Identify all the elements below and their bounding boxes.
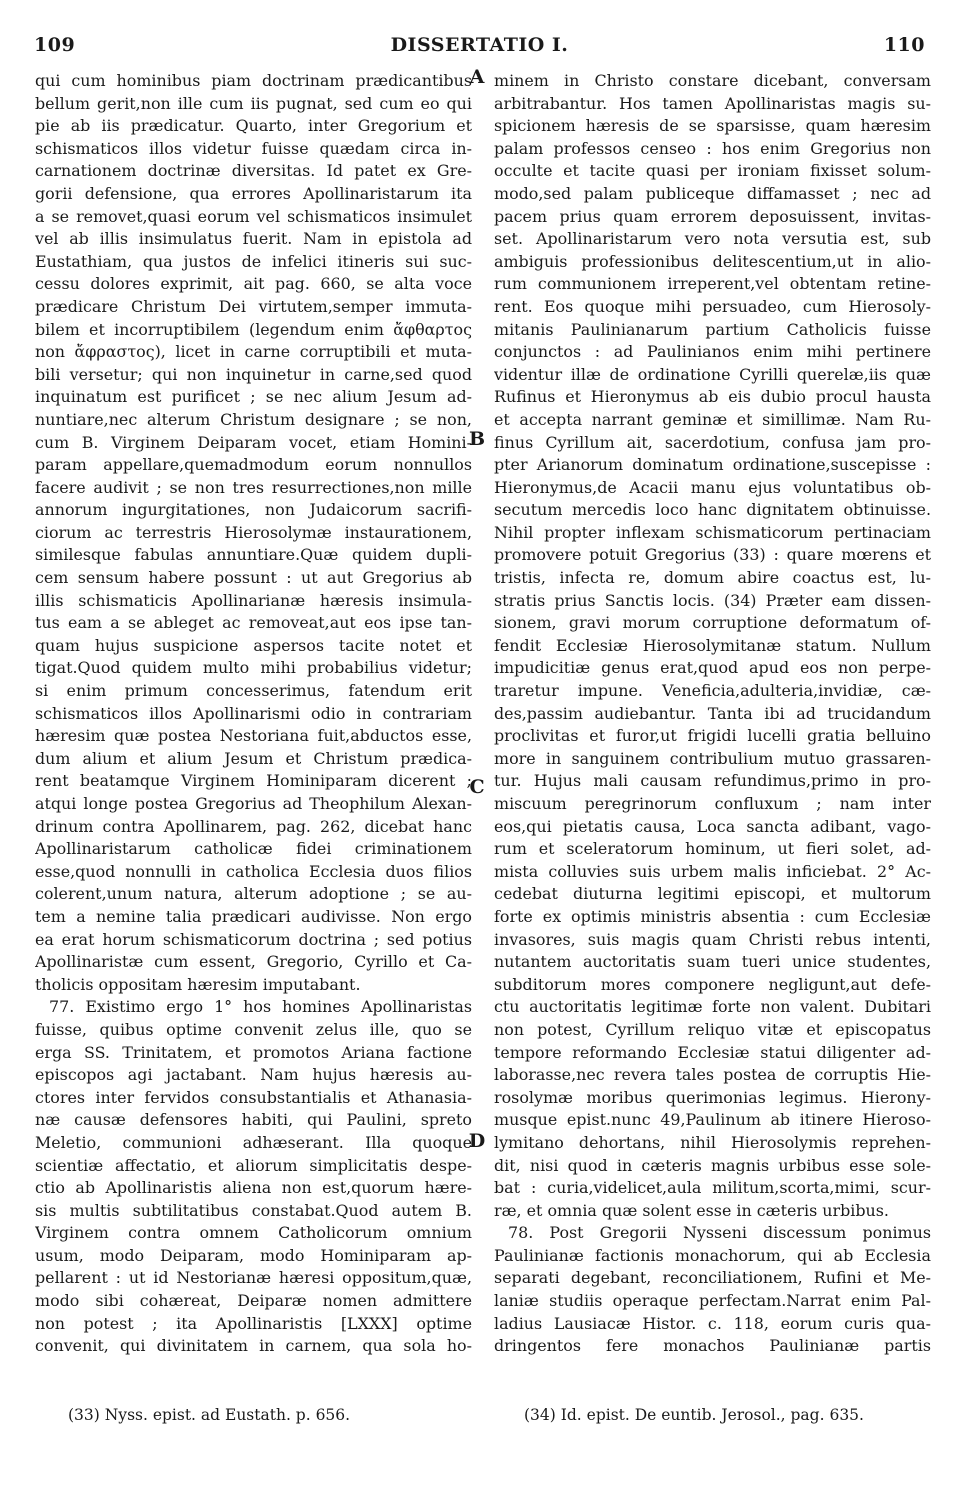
text-line: nuntiare,nec alterum Christum designare ; se non, [35,409,472,429]
right-column [494,70,931,1358]
text-line: dum alium et alium Jesum et Christum prædica- [35,748,472,768]
text-line: esse,quod nonnulli in catholica Ecclesia duos filios [35,861,472,881]
text-line: pellarent : ut id Nestorianæ hæresi oppositum,quæ, [35,1268,472,1288]
text-line: ræ, et omnia quæ solent esse in cæteris urbibus. [494,1200,889,1220]
page-number-left: 109 [34,34,76,56]
text-line: param appellare,quemadmodum eorum nonnullos [35,455,472,475]
text-line: sis multis subtilitatibus constabat.Quod autem B. [35,1200,472,1220]
text-line: stratis prius Sanctis locis. (34) Præter eam dissen- [494,590,931,610]
text-line: a se removet,quasi eorum vel schismaticos insimulet [35,206,472,226]
text-line: næ causæ defensores habiti, qui Paulini, spreto [35,1110,472,1130]
text-line: hæresim quæ postea Nestoriana fuit,abductos esse, [35,726,472,746]
text-line: modo sibi cohæreat, Deiparæ nomen admittere [35,1291,472,1311]
text-line: mista colluvies suis urbem malis inficiebat. 2° Ac- [494,861,931,881]
text-line: tem a nemine talia prædicari audivisse. Non ergo [35,906,472,926]
text-line: rent beatamque Virginem Hominiparam dicerent ; [35,771,472,791]
text-line: pacem prius quam errorem deposuissent, invitas- [494,206,931,226]
text-line: drinum contra Apollinarem, pag. 262, dicebat hanc [35,816,472,836]
text-line: 78. Post Gregorii Nysseni discessum ponimus [508,1223,931,1243]
text-line: Apollinaristarum catholicæ fidei criminationem [35,839,472,859]
footnote-33: (33) Nyss. epist. ad Eustath. p. 656. [68,1406,351,1424]
text-line: inquinatum est purificet ; se nec alium Jesum ad- [35,387,472,407]
text-line: Meletio, communioni adhæserant. Illa quoque [35,1132,472,1152]
text-line: laniæ studiis operaque perfectam.Narrat enim Pal- [494,1291,931,1311]
text-line: tur. Hujus mali causam refundimus,primo in pro- [494,771,931,791]
text-line: fuisse, quibus optime convenit zelus ille, quo se [35,1019,472,1039]
text-line: videntur illæ de ordinatione Cyrilli querelæ,iis quæ [494,364,931,384]
text-line: ctio ab Apollinaristis aliena non est,quorum hære- [35,1178,472,1198]
text-line: non potest, Cyrillum reliquo vitæ et episcopatus [494,1019,931,1039]
text-line: vel ab illis insimulatus fuerit. Nam in epistola ad [35,229,472,249]
text-line: cem sensum habere possunt : ut aut Gregorius ab [35,568,472,588]
text-line: set. Apollinaristarum vero nota versutia est, sub [494,229,931,249]
text-line: bellum gerit,non ille cum iis pugnat, sed cum eo qui [35,93,472,113]
text-line: Paulinianæ factionis monachorum, qui ab Ecclesia [494,1245,931,1265]
text-line: conjunctos : ad Paulinianos enim mihi pertinere [494,342,931,362]
text-line: qui cum hominibus piam doctrinam prædicantibus [35,71,472,90]
text-line: Virginem contra omnem Catholicorum omnium [35,1223,472,1243]
text-line: secutum mercedis loco hanc dignitatem obtinuisse. [494,500,931,520]
text-line: gorii defensione, qua errores Apollinaristarum ita [35,183,472,203]
text-line: Rufinus et Hieronymus ab eis dubio procul hausta [494,387,931,407]
text-line: similesque fabulas annuntiare.Quæ quidem dupli- [35,545,472,565]
text-line: convenit, qui divinitatem in carnem, qua sola ho- [35,1336,472,1356]
text-line: ladius Lausiacæ Histor. c. 118, eorum curis qua- [494,1313,931,1333]
text-line: cedebat diuturna legitimi episcopi, et multorum [494,884,931,904]
text-line: usum, modo Deiparam, modo Hominiparam ap- [35,1245,472,1265]
text-line: musque epist.nunc 49,Paulinum ab itinere Hieroso- [494,1110,931,1130]
text-line: palam professos censeo : hos enim Gregorius non [494,138,931,158]
text-line: bili versetur; qui non inquinetur in carne,sed quod [35,364,472,384]
text-line: invasores, suis magis quam Christi rebus intenti, [494,929,931,949]
text-line: sionem, gravi morum corruptione deformatum of- [494,613,931,633]
text-line: Apollinaristæ cum essent, Gregorio, Cyrillo et Ca- [35,952,472,972]
text-line: impudicitiæ genus erat,quod apud eos non perpe- [494,658,931,678]
text-line: occulte et tacite quasi per ironiam fixisset solum- [494,161,931,181]
text-line: Hieronymus,de Acacii manu ejus voluntatibus ob- [494,477,931,497]
text-line: traretur impune. Veneficia,adulteria,invidiæ, cæ- [494,681,931,701]
text-line: erga SS. Trinitatem, et promotos Ariana factione [35,1042,472,1062]
section-marker-a: A [469,66,485,88]
text-line: forte ex optimis ministris absentia : cum Ecclesiæ [494,906,931,926]
text-line: prædicare Christum Dei virtutem,semper immuta- [35,296,472,316]
text-line: 77. Existimo ergo 1° hos homines Apollinaristas [49,997,472,1017]
text-line: atqui longe postea Gregorius ad Theophilum Alexan- [35,794,472,813]
text-line: nutantem auctoritatis suam tueri unice studentes, [494,952,931,972]
text-line: facere audivit ; se non tres resurrectiones,non mille [35,477,472,497]
text-line: laborasse,nec revera tales postea de corruptis Hie- [494,1065,931,1085]
text-line: dit, nisi quod in cæteris magnis urbibus esse sole- [494,1155,931,1175]
text-line: colerent,unum natura, alterum adoptione ; se au- [35,884,472,904]
text-line: tholicis oppositam hæresim imputabant. [35,974,361,994]
section-marker-d: D [468,1130,486,1152]
text-line: ctu auctoritatis legitimæ forte non valent. Dubitari [494,997,931,1017]
text-line: ciorum ac terrestris Hierosolymæ instaurationem, [35,522,472,542]
text-line: pie ab iis prædicatur. Quarto, inter Gregorium et [35,116,472,136]
text-line: tus eam a se ableget ac removeat,aut eos ipse tan- [35,613,472,633]
text-line: Eustathiam, qua justos de infelici itineris sui suc- [35,251,472,271]
text-line: mitanis Paulinianarum partium Catholicis fuisse [494,319,931,339]
text-line: si enim primum concesserimus, fatendum erit [35,681,472,701]
text-line: et accepta narrant geminæ et simillimæ. Nam Ru- [494,409,931,429]
text-line: bat : curia,videlicet,aula militum,scorta,mimi, scur- [494,1178,931,1198]
text-line: modo,sed palam publiceque diffamasset ; nec ad [494,183,931,203]
section-marker-b: B [468,428,486,450]
text-line: finus Cyrillum ait, sacerdotium, confusa jam pro- [494,432,931,452]
text-line: lymitano dehortans, nihil Hierosolymis reprehen- [494,1132,931,1152]
text-line: non potest ; ita Apollinaristis [LXXX] optime [35,1313,472,1333]
text-line: pter Arianorum dominatum ordinatione,suscepisse : [494,455,931,475]
text-line: dringentos fere monachos Paulinianæ partis [494,1336,931,1356]
text-line: promovere potuit Gregorius (33) : quare mœrens et [494,545,931,565]
text-line: schismaticos illos Apollinarismi odio in contrariam [35,703,472,723]
text-line: episcopos agi jactabant. Nam hujus hæresis au- [35,1065,472,1085]
text-line: ea erat horum schismaticorum doctrina ; sed potius [35,929,472,949]
text-line: rum communionem irreperent,vel obtentam retine- [494,274,931,294]
text-line: cessu dolores exprimit, ait pag. 660, se alta voce [35,274,472,294]
text-line: arbitrabantur. Hos tamen Apollinaristas magis su- [494,93,931,113]
text-line: des,passim audiebantur. Tanta ibi ad trucidandum [494,703,931,723]
text-line: rum et sceleratorum hominum, ut fieri solet, ad- [494,839,931,859]
running-title: DISSERTATIO I. [390,34,569,56]
text-line: rosolymæ moribus querimonias legimus. Hierony- [494,1087,931,1107]
text-line: minem in Christo constare dicebant, conversam [494,71,931,90]
text-line: tristis, infecta re, domum abire coactus est, lu- [494,568,931,588]
text-line: cum B. Virginem Deiparam vocet, etiam Homini- [35,432,472,452]
text-line: scientiæ affectatio, et aliorum simplicitatis despe- [35,1155,472,1175]
text-line: proclivitas et furor,ut frigidi lucelli gratia belluino [494,726,931,746]
text-line: more in sanguinem contribulium mutuo grassaren- [494,748,931,768]
text-line: separati degebant, reconciliationem, Rufini et Me- [494,1268,931,1288]
text-line: carnationem doctrinæ diversitas. Id patet ex Gre- [35,161,472,181]
text-line: miscuum peregrinorum confluxum ; nam inter [494,794,931,813]
text-line: tempore reformando Ecclesiæ statui diligenter ad- [494,1042,931,1062]
page-number-right: 110 [883,34,925,56]
text-line: rent. Eos quoque mihi persuadeo, cum Hierosoly- [494,296,931,316]
text-line: ctores inter fervidos consubstantialis et Athanasia- [35,1087,472,1107]
text-line: eos,qui pietatis causa, Loca sancta adibant, vago- [494,816,931,836]
left-column [35,70,472,1358]
text-line: bilem et incorruptibilem (legendum enim ἄφθαρτος [35,319,472,339]
text-line: Nihil propter inflexam schismaticorum pertinaciam [494,522,931,542]
text-line: illis schismaticis Apollinarianæ hæresis insimula- [35,590,472,610]
footnote-34: (34) Id. epist. De euntib. Jerosol., pag. 635. [524,1406,864,1424]
text-line: schismaticos illos videtur fuisse quædam circa in- [35,138,472,158]
text-line: annorum ingurgitationes, non Judaicorum sacrifi- [35,500,472,520]
text-line: fendit Ecclesiæ Hierosolymitanæ statum. Nullum [494,635,931,655]
text-line: quam hujus suspicione aspersos tacite notet et [35,635,472,655]
text-line: spicionem hæresis de se sparsisse, quam hæresim [494,116,931,136]
text-line: ambiguis professionibus delitescentium,ut in alio- [494,251,931,271]
section-marker-c: C [469,776,485,798]
text-line: tigat.Quod quidem multo mihi probabilius videtur; [35,658,472,678]
text-line: non ἄφραστος), licet in carne corruptibili et muta- [35,342,472,362]
page-header [34,34,925,62]
text-line: subditorum mores componere negligunt,aut defe- [494,974,931,994]
